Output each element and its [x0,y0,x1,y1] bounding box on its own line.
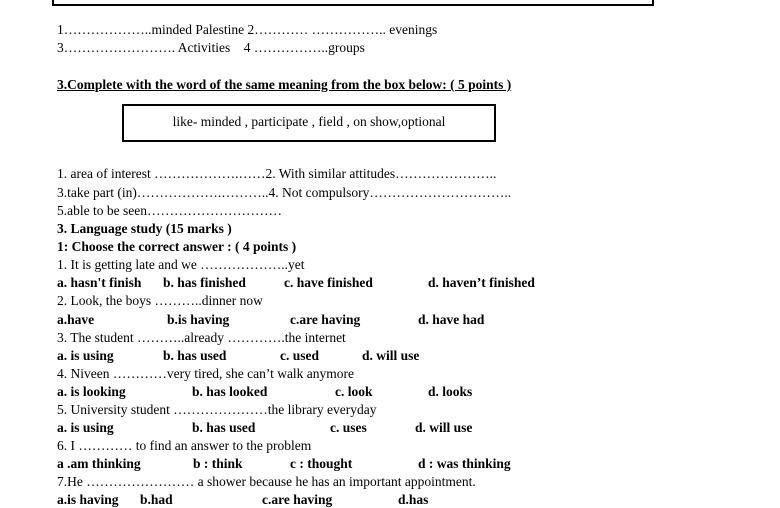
section3-heading: 3.Complete with the word of the same meaning from the box below: ( 5 points ) [57,77,512,92]
question-6: 6. I ………… to find an answer to the problem [57,438,312,453]
question-3: 3. The student ………..already ………….the internet [57,330,346,345]
language-study-heading: 3. Language study (15 marks ) [57,221,232,236]
question-7-option-b: b.had [140,492,173,507]
question-7-option-a: a.is having [57,492,119,507]
section3-line-3: 5.able to be seen………………………… [57,203,282,218]
question-4-option-b: b. has looked [192,384,268,399]
question-2: 2. Look, the boys ………..dinner now [57,293,263,308]
top-frame-box [52,0,654,6]
question-5-option-b: b. has used [192,420,256,435]
question-7: 7.He …………………… a shower because he has an important appointment. [57,474,476,489]
question-1-option-a: a. hasn't finish [57,275,142,290]
section2-line-2: 3……………………. Activities 4 ……………..groups [57,40,365,55]
question-1-option-d: d. haven’t finished [428,275,535,290]
question-3-option-a: a. is using [57,348,114,363]
question-4-option-c: c. look [335,384,373,399]
question-4-option-a: a. is looking [57,384,126,399]
question-6-option-a: a .am thinking [57,456,141,471]
question-3-option-b: b. has used [163,348,227,363]
word-box [122,104,496,142]
question-3-option-d: d. will use [362,348,420,363]
question-2-option-c: c.are having [290,312,361,327]
question-1-option-c: c. have finished [284,275,373,290]
question-6-option-c: c : thought [290,456,353,471]
question-5-option-c: c. uses [330,420,367,435]
question-3-option-c: c. used [280,348,320,363]
question-2-option-a: a.have [57,312,95,327]
section3-line-1: 1. area of interest ……………….……2. With similar attitudes………………….. [57,166,497,181]
section2-line-1: 1………………..minded Palestine 2………… …………….. evenings [57,22,438,37]
question-4-option-d: d. looks [428,384,473,399]
choose-answer-heading: 1: Choose the correct answer : ( 4 points ) [57,239,297,254]
question-1: 1. It is getting late and we ………………..yet [57,257,305,272]
question-2-option-d: d. have had [418,312,485,327]
question-5: 5. University student …………………the library everyday [57,402,377,417]
question-5-option-a: a. is using [57,420,114,435]
question-4: 4. Niveen …………very tired, she can’t walk anymore [57,366,355,381]
question-6-option-b: b : think [193,456,243,471]
question-7-option-c: c.are having [262,492,333,507]
question-6-option-d: d : was thinking [418,456,511,471]
section3-line-2: 3.take part (in)……………….………..4. Not compulsory………………………….. [57,185,512,200]
question-5-option-d: d. will use [415,420,473,435]
question-1-option-b: b. has finished [163,275,246,290]
word-box-words: like- minded , participate , field , on show,optional [172,114,446,129]
question-7-option-d: d.has [398,492,429,507]
question-2-option-b: b.is having [167,312,230,327]
